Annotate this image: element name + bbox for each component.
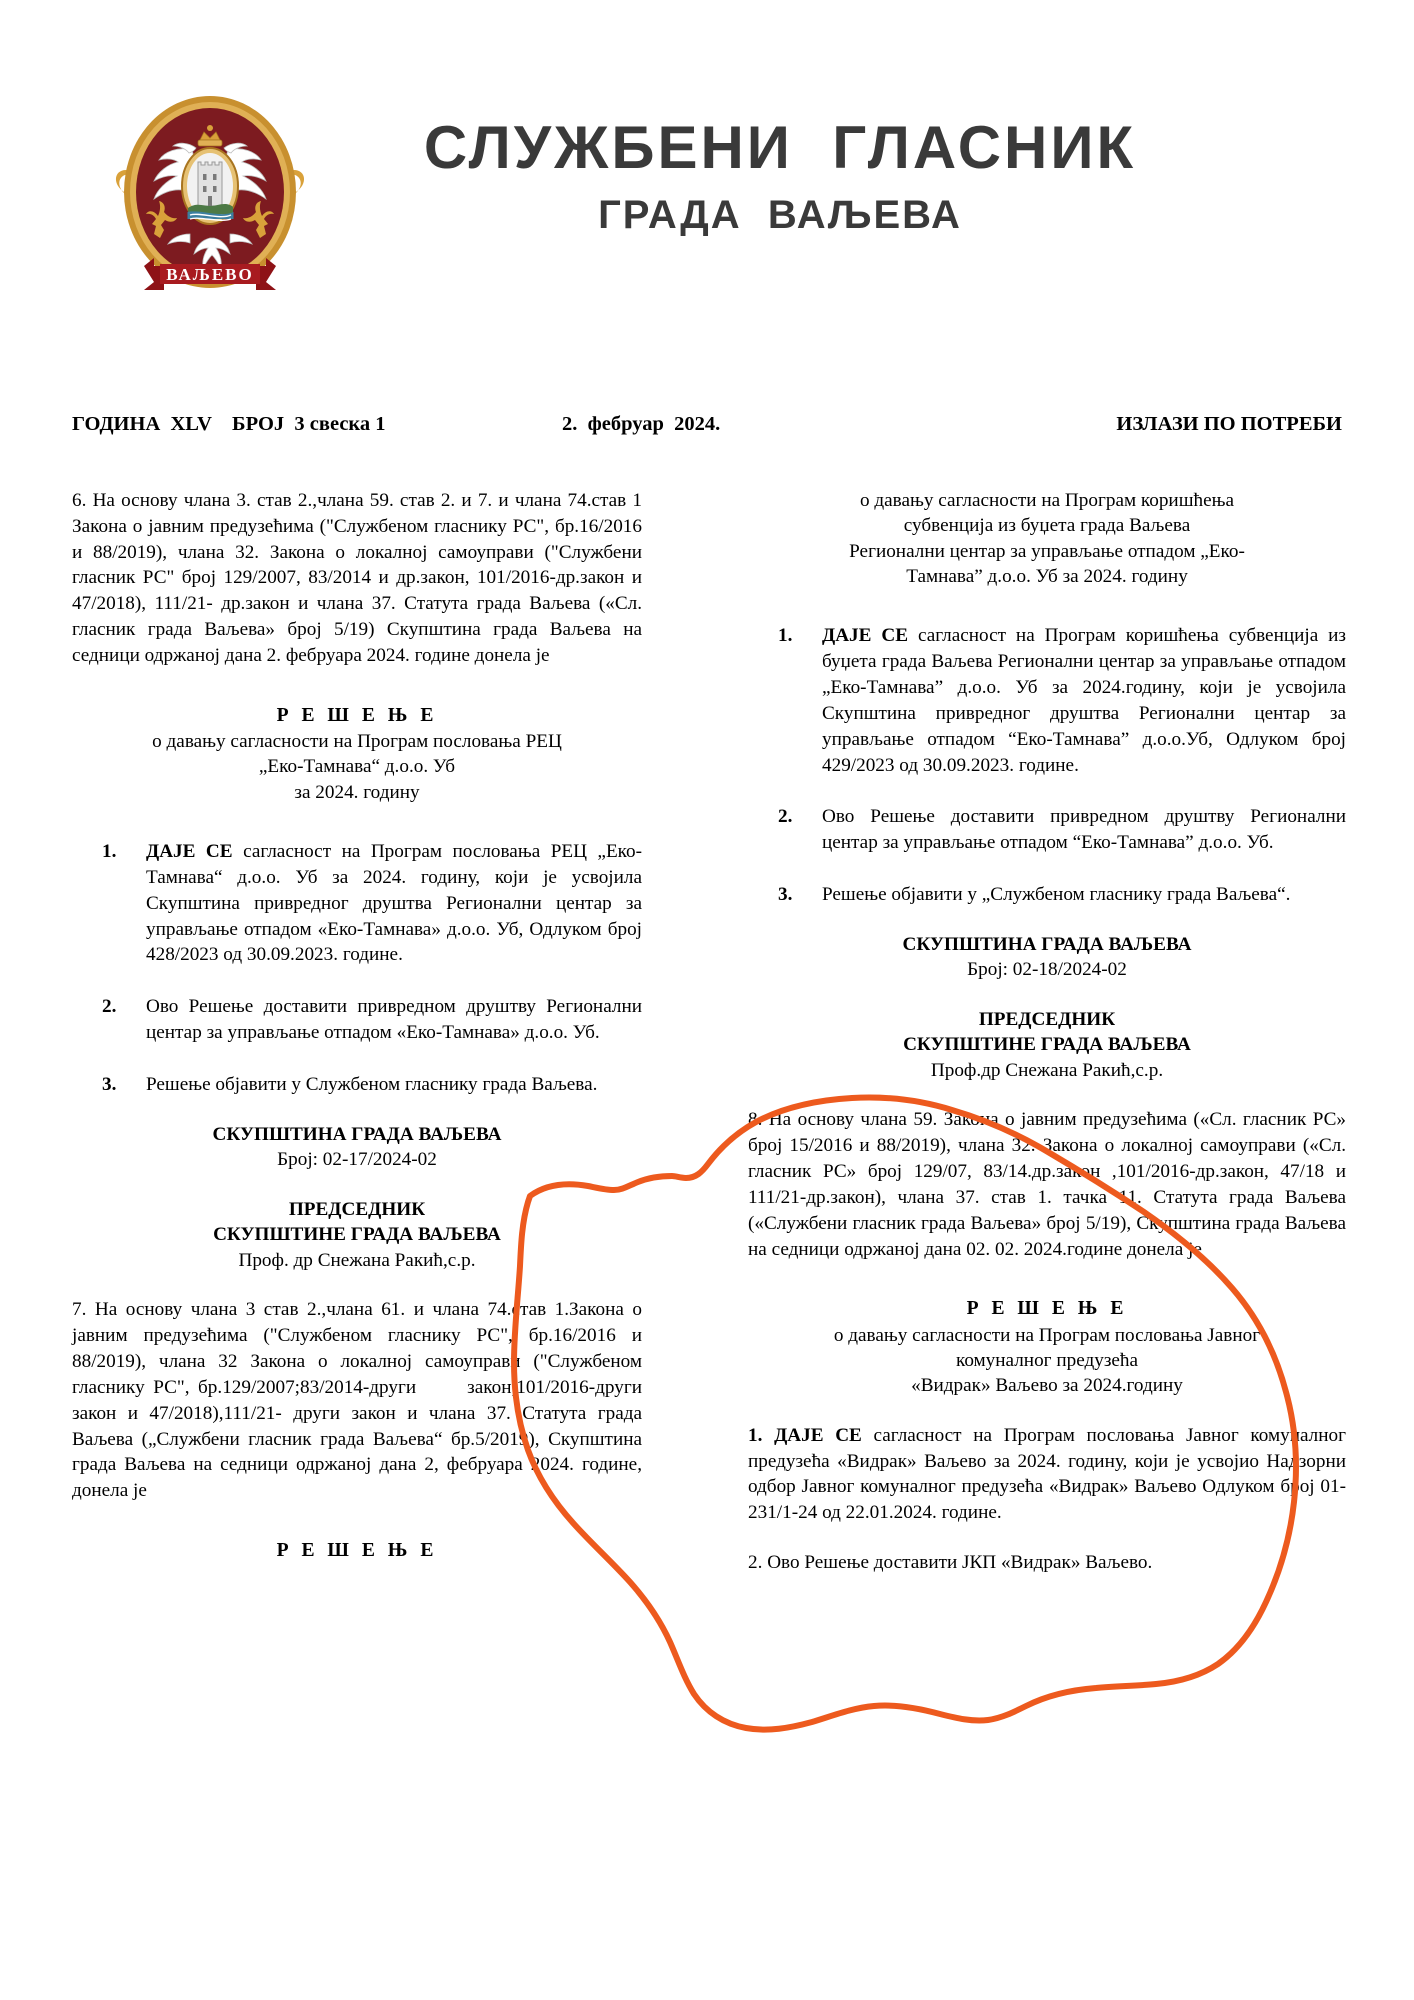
act6-signatory-name: Проф. др Снежана Ракић,с.р. (238, 1249, 476, 1271)
issue-info-bar (72, 413, 1342, 441)
publication-title: СЛУЖБЕНИ ГЛАСНИК (423, 114, 1137, 181)
right-column (748, 488, 1346, 1576)
act8-item1-lead: 1. ДАЈЕ СЕ (748, 1424, 862, 1446)
act8-item1 (748, 1423, 1346, 1526)
act7-preamble: 7. На основу члана 3 став 2.,члана 61. и члана 74.став 1.Закона о јавним предузећима ("Службеном гласнику РС", бр.16/2016 и 88/2019), члана 32 Закона о локалној самоуправи ("Службеном гласнику РС", бр.129/2007;83/2014-други закон,101/2016-други закон и 47/2018),111/21- други закон и члана 37. Статута града Ваљева („Службени гласник града Ваљева“ бр.5/2019), Скупштина града Ваљева на седници одржаној дана 2, фебруара 2024. године, донела је (72, 1299, 642, 1502)
item-lead: ДАЈЕ СЕ (146, 841, 233, 863)
act6cont-signatory-name: Проф.др Снежана Ракић,с.р. (930, 1059, 1164, 1081)
masthead (0, 88, 1414, 300)
act6-subtitle-line1: о давању сагласности на Програм пословања РЕЦ (152, 731, 562, 753)
publication-subtitle: ГРАДА ВАЉЕВА (598, 193, 962, 237)
act8-subtitle-line2: комуналног предузећа (955, 1350, 1139, 1372)
act6-signatory-role-line1: ПРЕДСЕДНИК (288, 1198, 426, 1220)
act6cont-subtitle-line4: Тамнава” д.о.о. Уб за 2024. годину (906, 566, 1188, 588)
list-item (72, 1072, 642, 1098)
item-marker: 2. (102, 996, 117, 1018)
act6-preamble: 6. На основу члана 3. став 2.,члана 59. став 2. и 7. и члана 74.став 1 Закона о јавним предузећима ("Службеном гласнику РС", бр.16/2016 и 88/2019), члана 32. Закона о локалној самоуправи ("Службени гласник РС" број 129/2007, 83/2014 и др.закон, 101/2016-др.закон и 47/2018), 111/21- др.закон и члана 37. Статута града Ваљева («Сл. гласник града Ваљева» број 5/19) Скупштина града Ваљева на седници одржаној дана 2. фебруара 2024. године донела је (72, 490, 642, 666)
act6-assembly-name: СКУПШТИНА ГРАДА ВАЉЕВА (212, 1123, 502, 1145)
act6cont-signatory-role-line1: ПРЕДСЕДНИК (978, 1008, 1116, 1030)
item-lead: ДАЈЕ СЕ (822, 625, 909, 647)
act6cont-subtitle-line2: субвенција из буџета града Ваљева (903, 515, 1191, 537)
item-text: сагласност на Програм пословања РЕЦ „Еко-Тамнава“ д.о.о. Уб за 2024. годину, који је усвојила Скупштина привредног друштва Регионални центар за управљање отпадом «Еко-Тамнава» д.о.о. Уб, Одлуком број 428/2023 од 30.09.2023. године. (146, 841, 642, 966)
item-marker: 1. (102, 841, 117, 863)
list-item (72, 994, 642, 1046)
act6cont-document-number: Број: 02-18/2024-02 (967, 959, 1127, 981)
left-column (72, 488, 642, 1564)
act8-preamble: 8. На основу члана 59. Закона о јавним предузећима («Сл. гласник РС» број 15/2016 и 88/2019), члана 32. Закона о локалној самоуправи («Сл. гласник РС» број 129/07, 83/14.др.закон ,101/2016-др.закон, 47/18 и 111/21-др.закон), члана 37. став 1. тачка 11. Статута града Ваљева («Службени гласник града Ваљева» број 5/19), Скупштина града Ваљева на седници одржаној дана 02. 02. 2024.године донела је (748, 1109, 1346, 1260)
act6cont-signatory-role-line2: СКУПШТИНЕ ГРАДА ВАЉЕВА (903, 1034, 1191, 1056)
act8-item1-text: сагласност на Програм пословања Јавног комуналног предузећа «Видрак» Ваљево за 2024. годину, који је усвојио Надзорни одбор Јавног комуналног предузећа «Видрак» Ваљево Одлуком број 01-231/1-24 од 22.01.2024. године. (748, 1424, 1346, 1524)
item-marker: 1. (778, 625, 793, 647)
act6-heading: Р Е Ш Е Њ Е (276, 704, 438, 726)
list-item (748, 804, 1346, 856)
act8-subtitle-line1: о давању сагласности на Програм пословања Јавног (833, 1324, 1261, 1346)
act6cont-assembly-name: СКУПШТИНА ГРАДА ВАЉЕВА (902, 933, 1192, 955)
item-marker: 3. (778, 884, 793, 905)
issue-date: 2. фебруар 2024. (562, 413, 721, 435)
item-text: Ово Решење доставити привредном друштву Регионални центар за управљање отпадом “Еко-Тамнава” д.о.о. Уб. (822, 806, 1346, 854)
act6cont-subtitle-line3: Регионални центар за управљање отпадом „Еко- (849, 540, 1245, 562)
act6-items (72, 839, 642, 1098)
item-text: Решење објавити у „Службеном гласнику града Ваљева“. (822, 884, 1291, 905)
masthead-titles (330, 116, 1230, 238)
list-item (72, 839, 642, 968)
item-marker: 3. (102, 1073, 117, 1095)
act8-subtitle-line3: «Видрак» Ваљево за 2024.годину (911, 1375, 1183, 1397)
act6-subtitle-line2: „Еко-Тамнава“ д.о.о. Уб (258, 756, 456, 778)
coat-of-arms-icon (104, 88, 316, 300)
item-text: Ово Решење доставити привредном друштву Регионални центар за управљање отпадом «Еко-Тамнава» д.о.о. Уб. (146, 996, 642, 1044)
act6-subtitle-line3: за 2024. годину (294, 781, 420, 803)
list-item (748, 623, 1346, 778)
item-text: Решење објавити у Службеном гласнику града Ваљева. (146, 1073, 598, 1095)
issue-year-number: ГОДИНА XLV БРОЈ 3 свеска 1 (72, 413, 386, 435)
crest-ribbon-label: ВАЉЕВО (166, 265, 254, 284)
issue-frequency: ИЗЛАЗИ ПО ПОТРЕБИ (1116, 413, 1342, 435)
act6-document-number: Број: 02-17/2024-02 (277, 1149, 437, 1171)
item-text: сагласност на Програм коришћења субвенција из буџета града Ваљева Регионални центар за управљање отпадом „Еко-Тамнава” д.о.о. Уб за 2024.годину, који је усвојила Скупштина привредног друштва Регионални центар за управљање отпадом “Еко-Тамнава” д.о.о.Уб, Одлуком број 429/2023 од 30.09.2023. године. (822, 625, 1347, 776)
act8-heading: Р Е Ш Е Њ Е (966, 1298, 1128, 1320)
item-marker: 2. (778, 806, 793, 828)
act7-heading: Р Е Ш Е Њ Е (276, 1540, 438, 1562)
act8-item2: 2. Ово Решење доставити ЈКП «Видрак» Ваљево. (748, 1552, 1153, 1574)
list-item (748, 882, 1346, 908)
act6-signatory-role-line2: СКУПШТИНЕ ГРАДА ВАЉЕВА (213, 1224, 501, 1246)
act6cont-subtitle-line1: о давању сагласности на Програм коришћења (860, 490, 1234, 511)
act6cont-items (748, 623, 1346, 907)
